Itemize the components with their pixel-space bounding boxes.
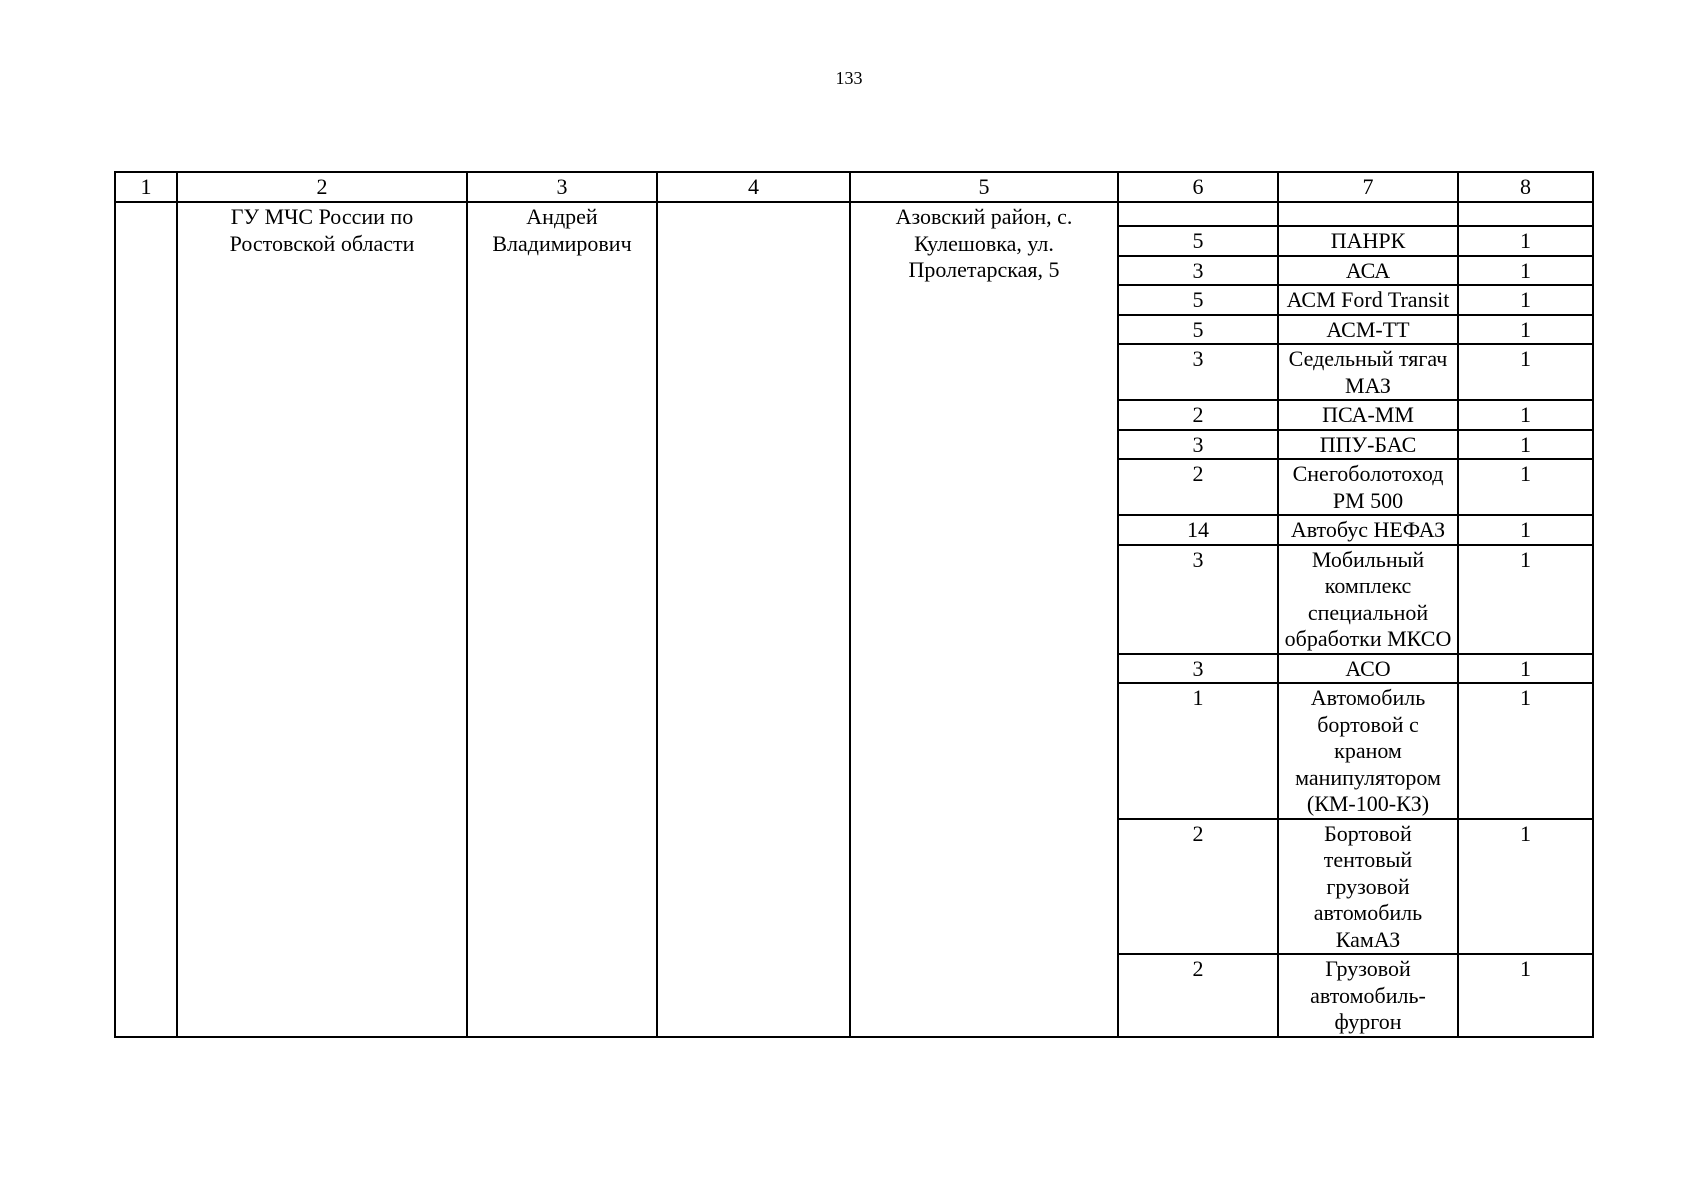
cell-col-1 <box>115 202 177 1037</box>
vehicle-qty-cell: 1 <box>1458 400 1593 430</box>
vehicle-name-cell: АСО <box>1278 654 1458 684</box>
organization-cell: ГУ МЧС России по Ростовской области <box>177 202 467 1037</box>
vehicle-qty-cell <box>1458 202 1593 226</box>
vehicle-name-cell: Мобильный комплекс специальной обработки МКСО <box>1278 545 1458 654</box>
vehicle-qty-cell: 1 <box>1458 545 1593 654</box>
header-col-6: 6 <box>1118 172 1278 202</box>
vehicle-qty-cell: 1 <box>1458 515 1593 545</box>
vehicle-count-cell: 3 <box>1118 344 1278 400</box>
vehicle-name-cell: АСА <box>1278 256 1458 286</box>
vehicle-name-cell: Автомобиль бортовой с краном манипулятором (КМ-100-КЗ) <box>1278 683 1458 819</box>
vehicle-name-cell: ПАНРК <box>1278 226 1458 256</box>
header-col-3: 3 <box>467 172 657 202</box>
table-row <box>115 202 1593 226</box>
vehicle-name-cell: Грузовой автомобиль-фургон <box>1278 954 1458 1037</box>
vehicle-name-cell: Автобус НЕФАЗ <box>1278 515 1458 545</box>
vehicle-count-cell <box>1118 202 1278 226</box>
vehicle-count-cell: 1 <box>1118 683 1278 819</box>
vehicle-qty-cell: 1 <box>1458 954 1593 1037</box>
person-name-cell: Андрей Владимирович <box>467 202 657 1037</box>
vehicle-name-cell: ПСА-ММ <box>1278 400 1458 430</box>
page-number: 133 <box>835 68 863 88</box>
vehicle-qty-cell: 1 <box>1458 256 1593 286</box>
header-col-1: 1 <box>115 172 177 202</box>
vehicle-count-cell: 14 <box>1118 515 1278 545</box>
vehicle-name-cell: ППУ-БАС <box>1278 430 1458 460</box>
vehicle-count-cell: 3 <box>1118 256 1278 286</box>
cell-col-4 <box>657 202 850 1037</box>
header-col-2: 2 <box>177 172 467 202</box>
vehicle-qty-cell: 1 <box>1458 285 1593 315</box>
vehicle-qty-cell: 1 <box>1458 683 1593 819</box>
vehicle-count-cell: 5 <box>1118 226 1278 256</box>
vehicle-count-cell: 3 <box>1118 545 1278 654</box>
vehicle-name-cell: Седельный тягач МАЗ <box>1278 344 1458 400</box>
header-col-7: 7 <box>1278 172 1458 202</box>
vehicle-name-cell: АСМ-ТТ <box>1278 315 1458 345</box>
vehicle-qty-cell: 1 <box>1458 654 1593 684</box>
vehicle-count-cell: 2 <box>1118 819 1278 955</box>
vehicle-name-cell: Бортовой тентовый грузовой автомобиль КамАЗ <box>1278 819 1458 955</box>
vehicle-qty-cell: 1 <box>1458 819 1593 955</box>
vehicle-count-cell: 5 <box>1118 285 1278 315</box>
vehicle-count-cell: 2 <box>1118 459 1278 515</box>
vehicle-name-cell: Снегоболотоход РМ 500 <box>1278 459 1458 515</box>
vehicle-count-cell: 3 <box>1118 430 1278 460</box>
equipment-table <box>114 171 1594 1038</box>
vehicle-count-cell: 2 <box>1118 400 1278 430</box>
header-row <box>115 172 1593 202</box>
vehicle-count-cell: 2 <box>1118 954 1278 1037</box>
header-col-5: 5 <box>850 172 1118 202</box>
header-col-4: 4 <box>657 172 850 202</box>
header-col-8: 8 <box>1458 172 1593 202</box>
vehicle-qty-cell: 1 <box>1458 344 1593 400</box>
address-cell: Азовский район, с. Кулешовка, ул. Пролетарская, 5 <box>850 202 1118 1037</box>
vehicle-qty-cell: 1 <box>1458 226 1593 256</box>
vehicle-qty-cell: 1 <box>1458 315 1593 345</box>
vehicle-qty-cell: 1 <box>1458 430 1593 460</box>
vehicle-qty-cell: 1 <box>1458 459 1593 515</box>
vehicle-name-cell: АСМ Ford Transit <box>1278 285 1458 315</box>
vehicle-count-cell: 5 <box>1118 315 1278 345</box>
vehicle-count-cell: 3 <box>1118 654 1278 684</box>
vehicle-name-cell <box>1278 202 1458 226</box>
